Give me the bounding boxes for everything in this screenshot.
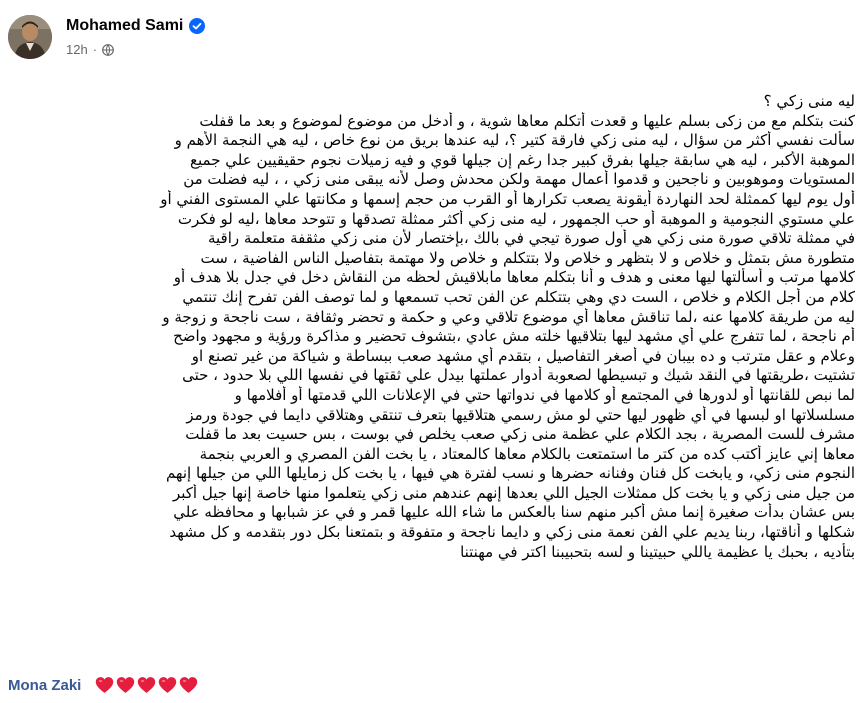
post-footer (8, 676, 200, 694)
post-text-line: سألت نفسي أكثر من سؤال ، ليه منى زكي فارقة كتير ؟، ليه عندها بريق من نوع خاص ، ليه هي النجمة الأهم و (174, 131, 855, 150)
post-text-line: معاها إني عايز أكتب كده من كتر ما استمتعت بالكلام معاها كالمعتاد ، يا بخت الفن المصري و العربي بنجمة (199, 444, 855, 463)
heart-icon (116, 676, 135, 694)
post-text-line: وعلام و عقل مترتب و ده بيبان في أصغر التفاصيل ، بتقدم أي مشهد صعب ببساطة و شياكة من غير تصنع او (191, 346, 855, 365)
post-text-line: ليه من طريقة كلامها عنه ،لما تناقش معاها أي موضوع تلاقي وعي و حكمة و تحضر وثقافة ، ست ناجحة و زوجة و (162, 307, 855, 326)
post-text-line: بس عشان بدأت صغيرة إنما مش أكبر منهم سنا بالعكس ما شاء الله عليها قمر و في عز شبابها و محافظه علي (173, 503, 855, 522)
post-text-line: ليه منى زكي ؟ (763, 92, 855, 110)
post-text-line: متطورة مش بتمثل و خلاص و لا بتظهر و خلاص ولا بتتكلم و خلاص ولا مهتمة بتفاصيل الناس الفاضية ، ست (200, 248, 855, 267)
meta-separator: · (92, 42, 98, 57)
post-text-line: تشتيت ،طريقتها في النقد شيك و تبسيطها لصعوبة أدوار عملتها بيدل علي ثقتها في نفسها اللي بلا حدود ، حتى (182, 366, 855, 385)
heart-icon (158, 676, 177, 694)
post-text-line: النجوم منى زكي، و يابخت كل فنان وفنانه حضرها و نسب لفترة هي فيها ، يا بخت كل زمايلها اللي من جيلها إنهم (165, 464, 855, 483)
verified-badge-icon (189, 18, 205, 34)
post-text-line: أم ناجحة ، لما تتفرج علي أي مشهد ليها بتلاقيها خلته مش عادي ،بتشوف تحضير و مذاكرة ورؤية و مجهود واضح (173, 327, 855, 346)
author-name[interactable]: Mohamed Sami (66, 17, 184, 34)
post-text-line: الموهبة الأكبر ، ليه هي سابقة جيلها بفرق كبير جدا رغم إن جيلها قوي و فيه زميلات نجوم حقيقيين علي جميع (190, 150, 855, 169)
post-text-line: علي مستوي النجومية و الموهبة أو حب الجمهور ، ليه منى زكي أكثر ممثلة تصدقها و تتوحد معاها ،ليه لو فكرت (177, 209, 855, 228)
post-text-line: بتأديه ، بحبك يا عظيمة ياللي حبيتينا و لسه بتحبيبنا اكتر في مهنتنا (460, 542, 855, 561)
post-text-line: كلام من أجل الكلام و خلاص ، الست دي وهي بتتكلم عن الفن تحب تسمعها و لما توصف الفن تفرح إنك تنتمي (182, 287, 855, 306)
heart-icon (137, 676, 156, 694)
post-text-line: شكلها و أناقتها، ربنا يديم علي الفن نعمة منى زكي و دايما ناجحة و متفوقة و بتمتعنا بكل دور بتقدمه و كل مشهد (169, 523, 855, 542)
mention-link[interactable]: Mona Zaki (8, 676, 82, 694)
post-timestamp[interactable]: 12h (66, 42, 88, 57)
post-text-line: لما نبص للقانتها أو لدورها في المجتمع أو كلامها في ندواتها حتي في الإعلانات اللي قدمتها أو أفلامها و (234, 385, 855, 404)
avatar[interactable] (8, 15, 52, 59)
post-text-line: المستويات وموهوبين و ناجحين و قدموا أعمال مهمة ولكن محدش وصل لأنه يبقى منى زكي ، ، ليه فضلت من (183, 170, 855, 189)
post-text-line: مسلسلاتها او لبسها في أي ظهور ليها حتي لو مش رسمي هتلاقيها بتعرف تنتقي وهتلاقي دايما في جودة ورمز (186, 405, 855, 424)
heart-emoji-group (95, 676, 200, 694)
post-text-line: أول يوم ليها كممثلة لحد النهاردة أيقونة يصعب تكرارها أو القرب من حجم إسمها و مكانتها علي المستوى الفني أو (160, 189, 855, 208)
post-text-line: في ممثلة تلاقي صورة منى زكي هي أول صورة تيجي في بالك ،بإختصار لأن منى زكي مثقفة متعلمة راقية (207, 229, 855, 248)
post-text-line: كنت بتكلم مع من زكى بسلم عليها و قعدت أتكلم معاها شوية ، و أدخل من موضوع لموضوع و بعد ما قفلت (199, 111, 855, 130)
post-text (5, 92, 855, 562)
post-meta (66, 42, 205, 58)
heart-icon (179, 676, 198, 694)
author-name-row (66, 16, 205, 36)
post-header (8, 10, 205, 64)
author-info (66, 16, 205, 58)
globe-icon[interactable] (102, 44, 114, 56)
post-text-line: من جيل منى زكي و يا بخت كل ممثلات الجيل اللي بعدها إنهم عندهم منى زكي يتعلموا منها خاصة إنها جيل أكبر (172, 483, 855, 502)
post-text-line: كلامها مرتب و أسألتها ليها معنى و هدف و أنا بتكلم معاها مابلاقيش لحظه من النقاش دخل في جدل بلا هدف أو (173, 268, 855, 287)
post-text-line: مشرف للست المصرية ، بجد الكلام علي عظمة منى زكي صعب يخلص في بوست ، بس حسيت بعد ما قفلت (185, 425, 855, 444)
heart-icon (95, 676, 114, 694)
avatar-image (8, 15, 52, 59)
